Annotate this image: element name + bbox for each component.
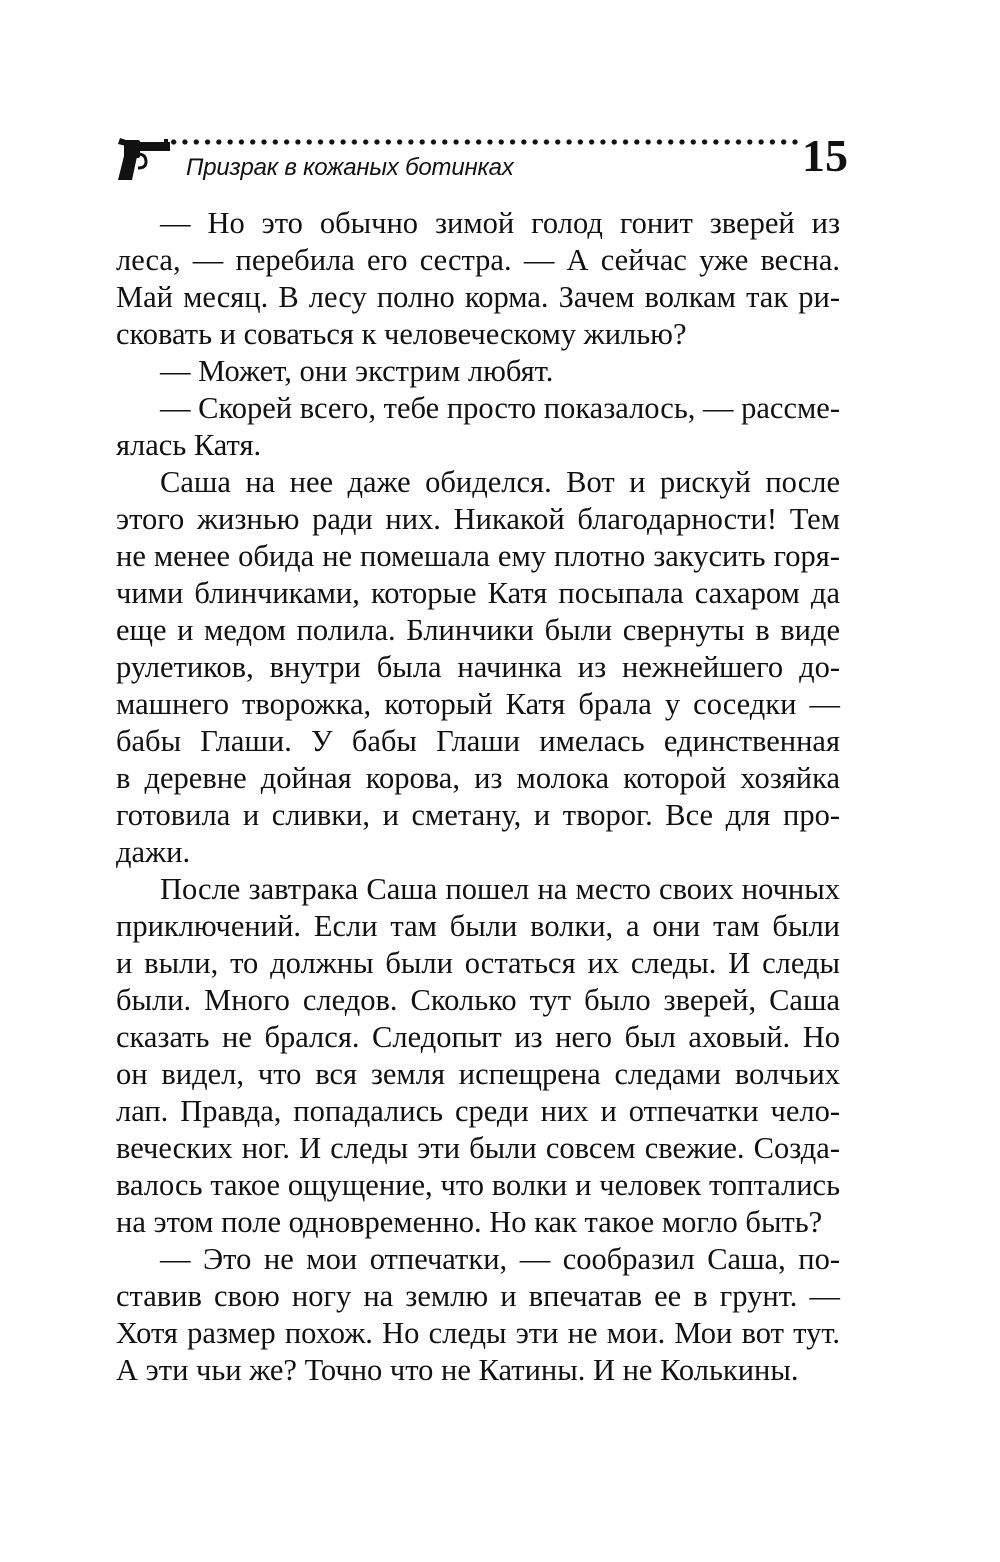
revolver-icon [112, 134, 172, 184]
text-line: машнего творожка, который Катя брала у соседки — [116, 687, 840, 721]
page-number: 15 [802, 130, 848, 181]
text-line: были. Много следов. Сколько тут было зверей, Саша [116, 983, 840, 1017]
text-line: Хотя размер похож. Но следы эти не мои. Мои вот тут. [116, 1316, 840, 1350]
running-title: Призрак в кожаных ботинках [186, 154, 514, 181]
text-line: еще и медом полила. Блинчики были свернуты в виде [116, 613, 840, 647]
text-line: не менее обида не помешала ему плотно закусить горя- [116, 539, 840, 573]
text-line: в деревне дойная корова, из молока которой хозяйка [116, 761, 840, 795]
text-line: чими блинчиками, которые Катя посыпала сахаром да [116, 576, 840, 610]
text-line: приключений. Если там были волки, а они там были [116, 909, 840, 943]
text-line: он видел, что вся земля испещрена следами волчьих [116, 1057, 840, 1091]
text-line: Саша на нее даже обиделся. Вот и рискуй после [160, 465, 840, 499]
text-line: и выли, то должны были остаться их следы. И следы [116, 946, 840, 980]
page-header [112, 130, 848, 190]
dotted-rule [168, 138, 798, 146]
text-line: рулетиков, внутри была начинка из нежнейшего до- [116, 650, 840, 684]
text-line: сковать и соваться к человеческому жилью? [116, 317, 687, 351]
text-line: ялась Катя. [116, 428, 262, 462]
body-text [116, 205, 840, 1389]
text-line: лап. Правда, попадались среди них и отпечатки чело- [116, 1094, 840, 1128]
text-line: — Но это обычно зимой голод гонит зверей из [160, 206, 840, 240]
text-line: этого жизнью ради них. Никакой благодарности! Тем [116, 502, 840, 536]
text-line: А эти чьи же? Точно что не Катины. И не Колькины. [116, 1353, 799, 1387]
text-line: валось такое ощущение, что волки и человек топтались [116, 1168, 840, 1202]
text-line: — Это не мои отпечатки, — сообразил Саша, по- [160, 1242, 840, 1276]
text-line: Май месяц. В лесу полно корма. Зачем волкам так ри- [116, 280, 840, 314]
text-line: на этом поле одновременно. Но как такое могло быть? [116, 1205, 823, 1239]
text-line: леса, — перебила его сестра. — А сейчас уже весна. [116, 243, 840, 277]
text-line: — Скорей всего, тебе просто показалось, — рассме- [160, 391, 840, 425]
text-line: сказать не брался. Следопыт из него был аховый. Но [116, 1020, 840, 1054]
text-line: веческих ног. И следы эти были совсем свежие. Созда- [116, 1131, 840, 1165]
text-line: дажи. [116, 835, 191, 869]
text-line: ставив свою ногу на землю и впечатав ее в грунт. — [116, 1279, 840, 1313]
text-line: После завтрака Саша пошел на место своих ночных [160, 872, 840, 906]
text-line: бабы Глаши. У бабы Глаши имелась единственная [116, 724, 840, 758]
text-line: готовила и сливки, и сметану, и творог. Все для про- [116, 798, 840, 832]
text-line: — Может, они экстрим любят. [160, 354, 554, 388]
